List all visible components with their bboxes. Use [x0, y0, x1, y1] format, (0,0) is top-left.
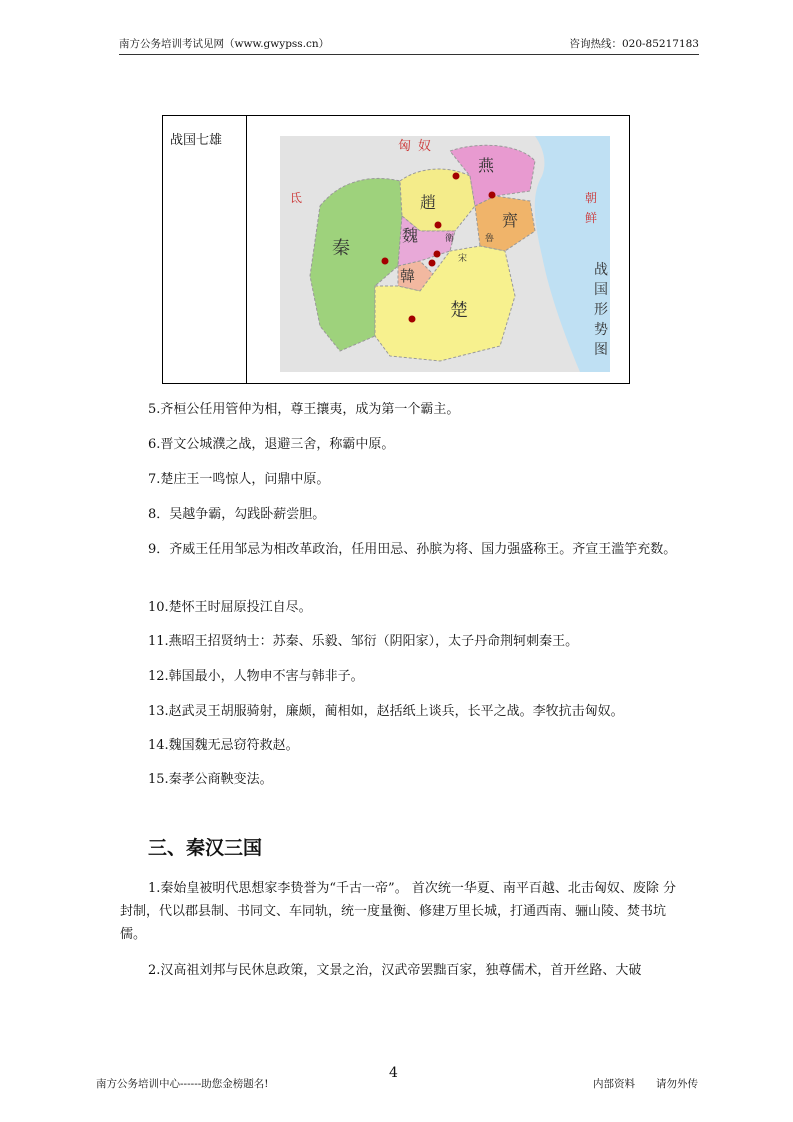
capital-marker	[434, 251, 441, 258]
warring-states-map	[280, 136, 610, 372]
warring-states-table	[162, 115, 630, 384]
label-xiongnu-1: 匈	[398, 139, 412, 154]
label-chaoxian-2: 鲜	[585, 211, 598, 225]
capital-marker	[382, 258, 389, 265]
label-wei: 魏	[402, 226, 419, 245]
header-site: 南方公务培训考试见网（www.gwypss.cn）	[119, 38, 330, 50]
list-item	[120, 596, 680, 619]
list-item-text: 10.楚怀王时屈原投江自尽。	[148, 600, 312, 615]
list-item-text: 14.魏国魏无忌窃符救赵。	[148, 738, 299, 753]
footer-slogan: 南方公务培训中心------助您金榜题名!	[96, 1078, 269, 1090]
list-item	[120, 700, 680, 723]
capital-marker	[453, 173, 460, 180]
footer-notice: 请勿外传	[656, 1078, 698, 1090]
list-item	[120, 468, 680, 491]
label-qin: 秦	[332, 238, 350, 259]
list-item	[120, 734, 680, 757]
list-item	[120, 433, 680, 456]
list-item-text: 8．吴越争霸，勾践卧薪尝胆。	[148, 507, 326, 522]
list-item-text: 15.秦孝公商鞅变法。	[148, 772, 273, 787]
list-item	[120, 630, 680, 653]
label-yan: 燕	[478, 156, 495, 175]
capital-marker	[435, 222, 442, 229]
section-paragraph-text: 1.秦始皇被明代思想家李贽誉为“千古一帝”。 首次统一华夏、南平百越、北击匈奴、废除 分封制，代以郡县制、书同文、车同轨，统一度量衡、修建万里长城，打通西南、骊山陵、焚书坑儒。	[120, 881, 676, 942]
capital-marker	[489, 192, 496, 199]
map-title-3: 形	[594, 302, 608, 318]
label-song: 宋	[458, 254, 468, 264]
list-item-text: 9．齐威王任用邹忌为相改革政治，任用田忌、孙膑为将、国力强盛称王。齐宣王滥竽充数。	[148, 542, 677, 557]
section-title: 三、秦汉三国	[148, 837, 263, 859]
label-qi: 齊	[502, 211, 519, 230]
list-item	[120, 503, 680, 526]
list-item	[120, 398, 680, 421]
label-chu: 楚	[450, 300, 468, 321]
section-paragraph	[120, 877, 680, 946]
list-item-text: 6.晋文公城濮之战，退避三舍，称霸中原。	[148, 437, 395, 452]
section-paragraph-text: 2.汉高祖刘邦与民休息政策，文景之治，汉武帝罢黜百家，独尊儒术，首开丝路、大破	[148, 963, 642, 978]
label-han: 韓	[400, 267, 416, 285]
list-item	[120, 768, 680, 791]
header-rule	[119, 54, 699, 55]
label-di: 氐	[290, 191, 303, 205]
section-paragraph	[120, 959, 680, 982]
page-number: 4	[389, 1065, 398, 1081]
list-item	[120, 665, 680, 688]
label-lu: 魯	[485, 234, 495, 244]
label-xiongnu-2: 奴	[418, 139, 432, 154]
table-label: 战国七雄	[170, 133, 223, 148]
list-item-text: 5.齐桓公任用管仲为相，尊王攘夷，成为第一个霸主。	[148, 402, 460, 417]
label-zhao: 趙	[420, 193, 437, 212]
table-divider	[246, 116, 247, 383]
map-title-2: 国	[594, 282, 608, 298]
label-wei-small: 衛	[445, 234, 455, 244]
capital-marker	[409, 316, 416, 323]
map-title-4: 势	[594, 322, 608, 338]
list-item-text: 13.赵武灵王胡服骑射，廉颇，蔺相如，赵括纸上谈兵，长平之战。李牧抗击匈奴。	[148, 704, 624, 719]
list-item-text: 11.燕昭王招贤纳士：苏秦、乐毅、邹衍（阴阳家），太子丹命荆轲刺秦王。	[148, 634, 579, 649]
map-title-1: 战	[594, 262, 608, 278]
capital-marker	[429, 260, 436, 267]
page-header	[119, 36, 699, 52]
label-chaoxian-1: 朝	[585, 191, 598, 205]
footer-internal: 内部资料	[593, 1078, 635, 1090]
list-item	[120, 538, 680, 561]
page-footer	[96, 1065, 698, 1092]
list-item-text: 12.韩国最小，人物申不害与韩非子。	[148, 669, 364, 684]
map-title-5: 图	[594, 342, 608, 358]
header-hotline: 咨询热线：020-85217183	[569, 38, 699, 50]
list-item-text: 7.楚庄王一鸣惊人，问鼎中原。	[148, 472, 330, 487]
